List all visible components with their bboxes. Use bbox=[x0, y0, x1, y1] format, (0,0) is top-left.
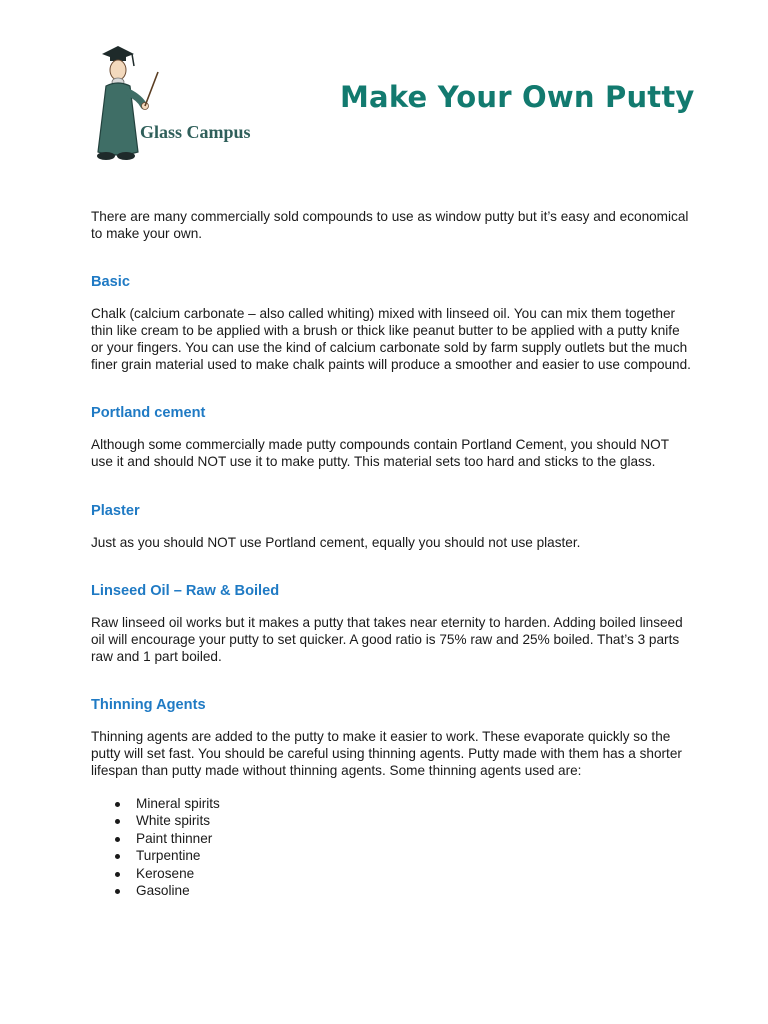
section-heading-linseed-oil: Linseed Oil – Raw & Boiled bbox=[91, 583, 280, 600]
list-item: Mineral spirits bbox=[91, 795, 691, 813]
list-item: Turpentine bbox=[91, 847, 691, 865]
logo-text: Glass Campus bbox=[140, 122, 251, 142]
list-item: Gasoline bbox=[91, 882, 691, 900]
professor-graduate-icon bbox=[88, 40, 168, 168]
section-paragraph-basic: Chalk (calcium carbonate – also called whiting) mixed with linseed oil. You can mix them together thin like cream to be applied with a brush or thick like peanut butter to be applied with a putty knife or your fingers. You can use the kind of calcium carbonate sold by farm supply outlets but the much finer grain material used to make chalk paints will produce a smoother and easier to use compound. bbox=[91, 306, 691, 372]
section-paragraph-portland-cement: Although some commercially made putty compounds contain Portland Cement, you should NOT use it and should NOT use it to make putty. This material sets too hard and sticks to the glass. bbox=[91, 437, 669, 469]
section-heading-thinning-agents: Thinning Agents bbox=[91, 697, 206, 714]
list-item: Paint thinner bbox=[91, 830, 691, 848]
list-item: Kerosene bbox=[91, 865, 691, 883]
glass-campus-logo bbox=[88, 40, 273, 168]
thinning-agents-list bbox=[91, 795, 691, 900]
section-paragraph-plaster: Just as you should NOT use Portland cement, equally you should not use plaster. bbox=[91, 534, 581, 550]
section-paragraph-thinning-agents: Thinning agents are added to the putty to make it easier to work. These evaporate quickly so the putty will set fast. You should be careful using thinning agents. Putty made with them has a shorter lifespan than putty made without thinning agents. Some thinning agents used are: bbox=[91, 729, 682, 778]
document-title: Make Your Own Putty bbox=[340, 80, 695, 114]
section-heading-basic: Basic bbox=[91, 274, 130, 291]
document-body bbox=[91, 209, 691, 900]
section-paragraph-linseed-oil: Raw linseed oil works but it makes a putty that takes near eternity to harden. Adding boiled linseed oil will encourage your putty to set quicker. A good ratio is 75% raw and 25% boiled. That’s 3 parts raw and 1 part boiled. bbox=[91, 615, 683, 664]
section-heading-portland-cement: Portland cement bbox=[91, 405, 206, 422]
intro-paragraph: There are many commercially sold compounds to use as window putty but it’s easy and economical to make your own. bbox=[91, 209, 689, 241]
list-item: White spirits bbox=[91, 812, 691, 830]
section-heading-plaster: Plaster bbox=[91, 502, 140, 519]
